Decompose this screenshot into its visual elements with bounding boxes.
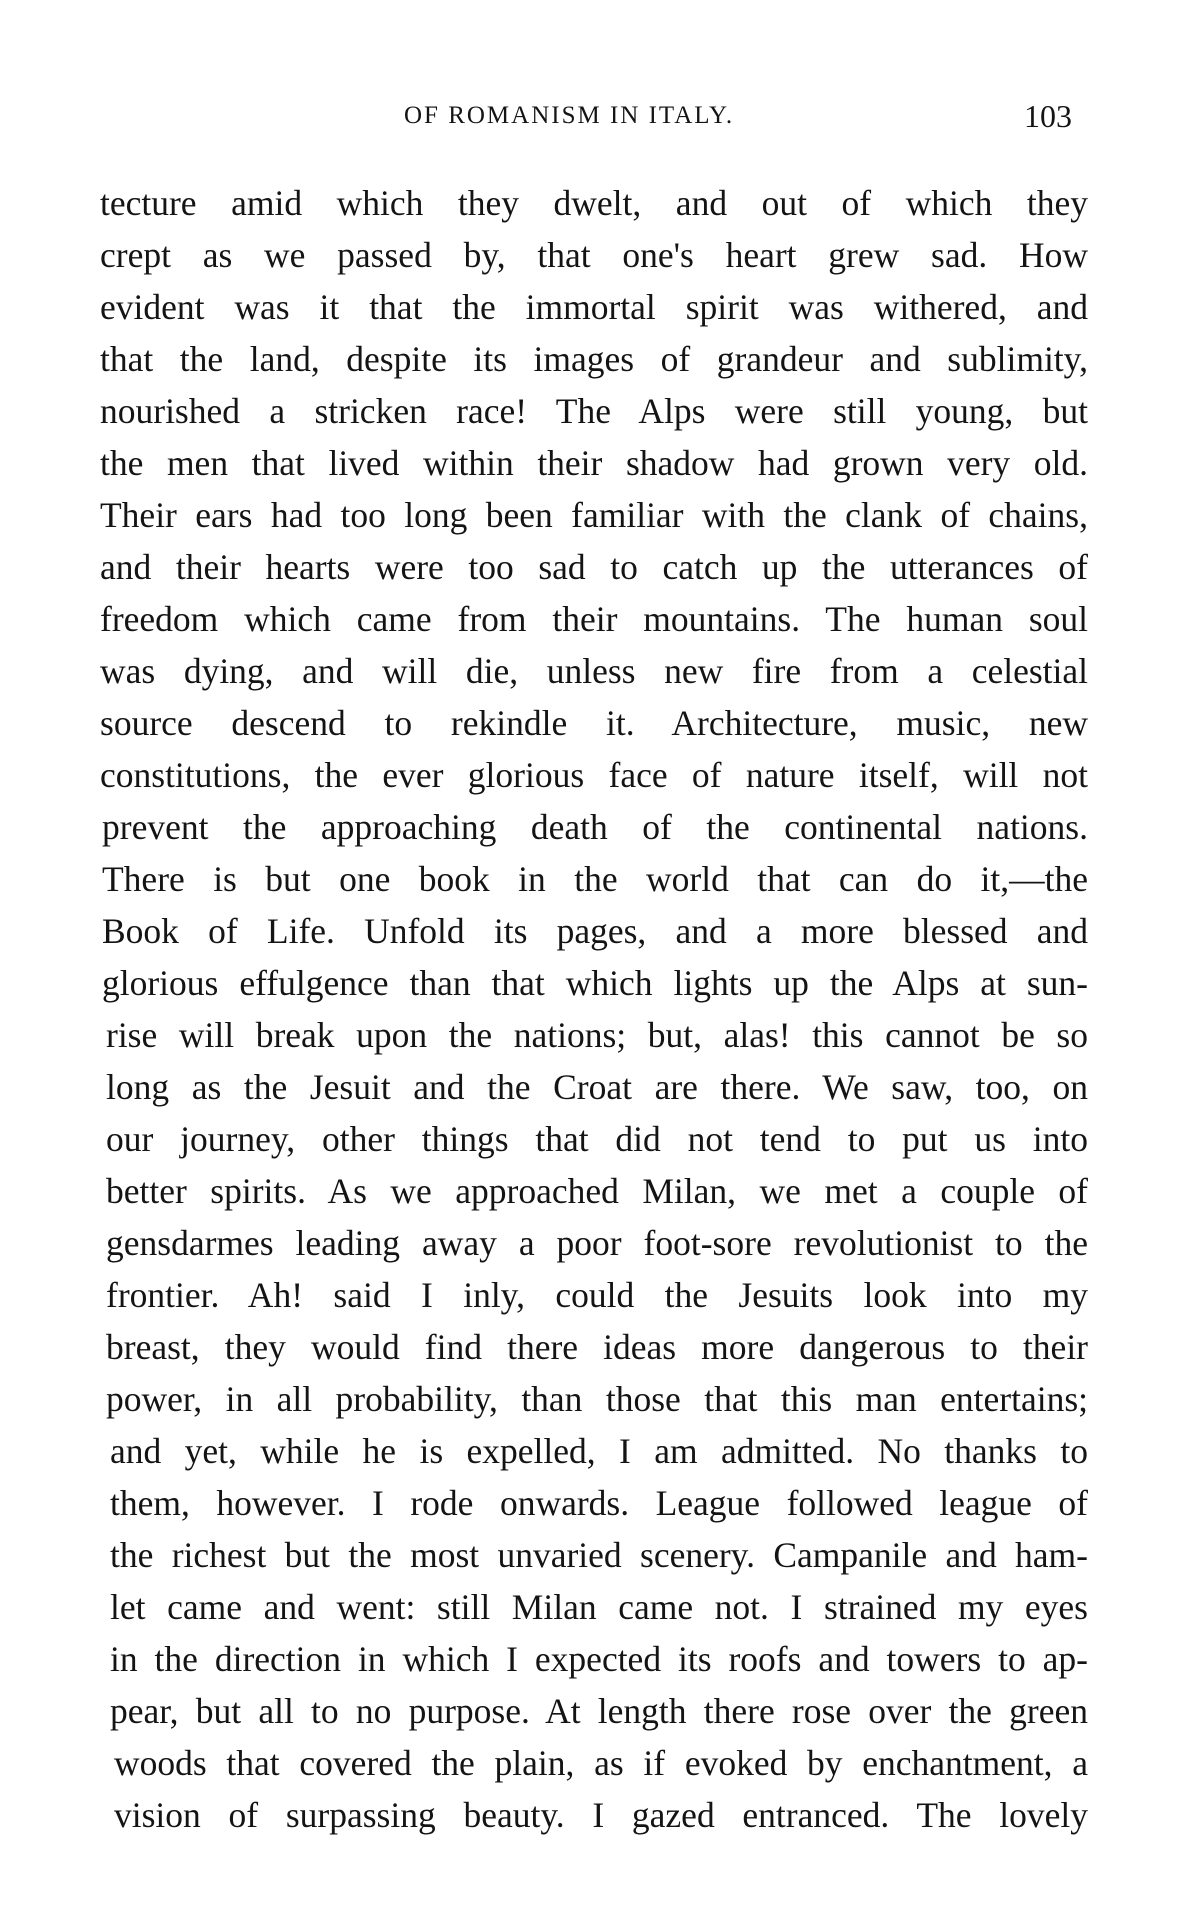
text-line: them, however. I rode onwards. League followed league of — [110, 1483, 1088, 1523]
text-line: better spirits. As we approached Milan, we met a couple of — [106, 1171, 1088, 1211]
text-line: pear, but all to no purpose. At length there rose over the green — [110, 1691, 1088, 1731]
text-line: source descend to rekindle it. Architecture, music, new — [100, 703, 1088, 743]
text-line: frontier. Ah! said I inly, could the Jesuits look into my — [106, 1275, 1088, 1315]
text-line: Book of Life. Unfold its pages, and a more blessed and — [102, 911, 1088, 951]
text-line: and yet, while he is expelled, I am admitted. No thanks to — [110, 1431, 1088, 1471]
page-number: 103 — [1024, 98, 1072, 134]
running-title: OF ROMANISM IN ITALY. — [404, 102, 735, 129]
text-line: rise will break upon the nations; but, alas! this cannot be so — [106, 1015, 1088, 1055]
text-line: our journey, other things that did not tend to put us into — [106, 1119, 1088, 1159]
text-line: glorious effulgence than that which lights up the Alps at sun- — [102, 963, 1088, 1003]
text-line: crept as we passed by, that one's heart grew sad. How — [100, 235, 1088, 275]
text-line: gensdarmes leading away a poor foot-sore revolutionist to the — [106, 1223, 1088, 1263]
text-line: vision of surpassing beauty. I gazed entranced. The lovely — [114, 1795, 1088, 1835]
text-line: that the land, despite its images of grandeur and sublimity, — [100, 339, 1088, 379]
text-line: woods that covered the plain, as if evoked by enchantment, a — [114, 1743, 1088, 1783]
text-line: in the direction in which I expected its roofs and towers to ap- — [110, 1639, 1088, 1679]
text-line: was dying, and will die, unless new fire from a celestial — [100, 651, 1088, 691]
text-line: and their hearts were too sad to catch up the utterances of — [100, 547, 1088, 587]
text-line: the richest but the most unvaried scenery. Campanile and ham- — [110, 1535, 1088, 1575]
running-head — [100, 96, 1080, 136]
text-line: tecture amid which they dwelt, and out of which they — [100, 183, 1088, 223]
text-line: let came and went: still Milan came not. I strained my eyes — [110, 1587, 1088, 1627]
text-line: constitutions, the ever glorious face of nature itself, will not — [100, 755, 1088, 795]
text-line: evident was it that the immortal spirit was withered, and — [100, 287, 1088, 327]
text-line: the men that lived within their shadow had grown very old. — [100, 443, 1088, 483]
text-line: Their ears had too long been familiar with the clank of chains, — [100, 495, 1088, 535]
text-line: nourished a stricken race! The Alps were still young, but — [100, 391, 1088, 431]
body-text — [100, 177, 1088, 1841]
text-line: long as the Jesuit and the Croat are there. We saw, too, on — [106, 1067, 1088, 1107]
text-line: breast, they would find there ideas more dangerous to their — [106, 1327, 1088, 1367]
text-line: prevent the approaching death of the continental nations. — [102, 807, 1088, 847]
text-line: freedom which came from their mountains. The human soul — [100, 599, 1088, 639]
text-line: power, in all probability, than those that this man entertains; — [106, 1379, 1088, 1419]
text-line: There is but one book in the world that can do it,—the — [102, 859, 1088, 899]
